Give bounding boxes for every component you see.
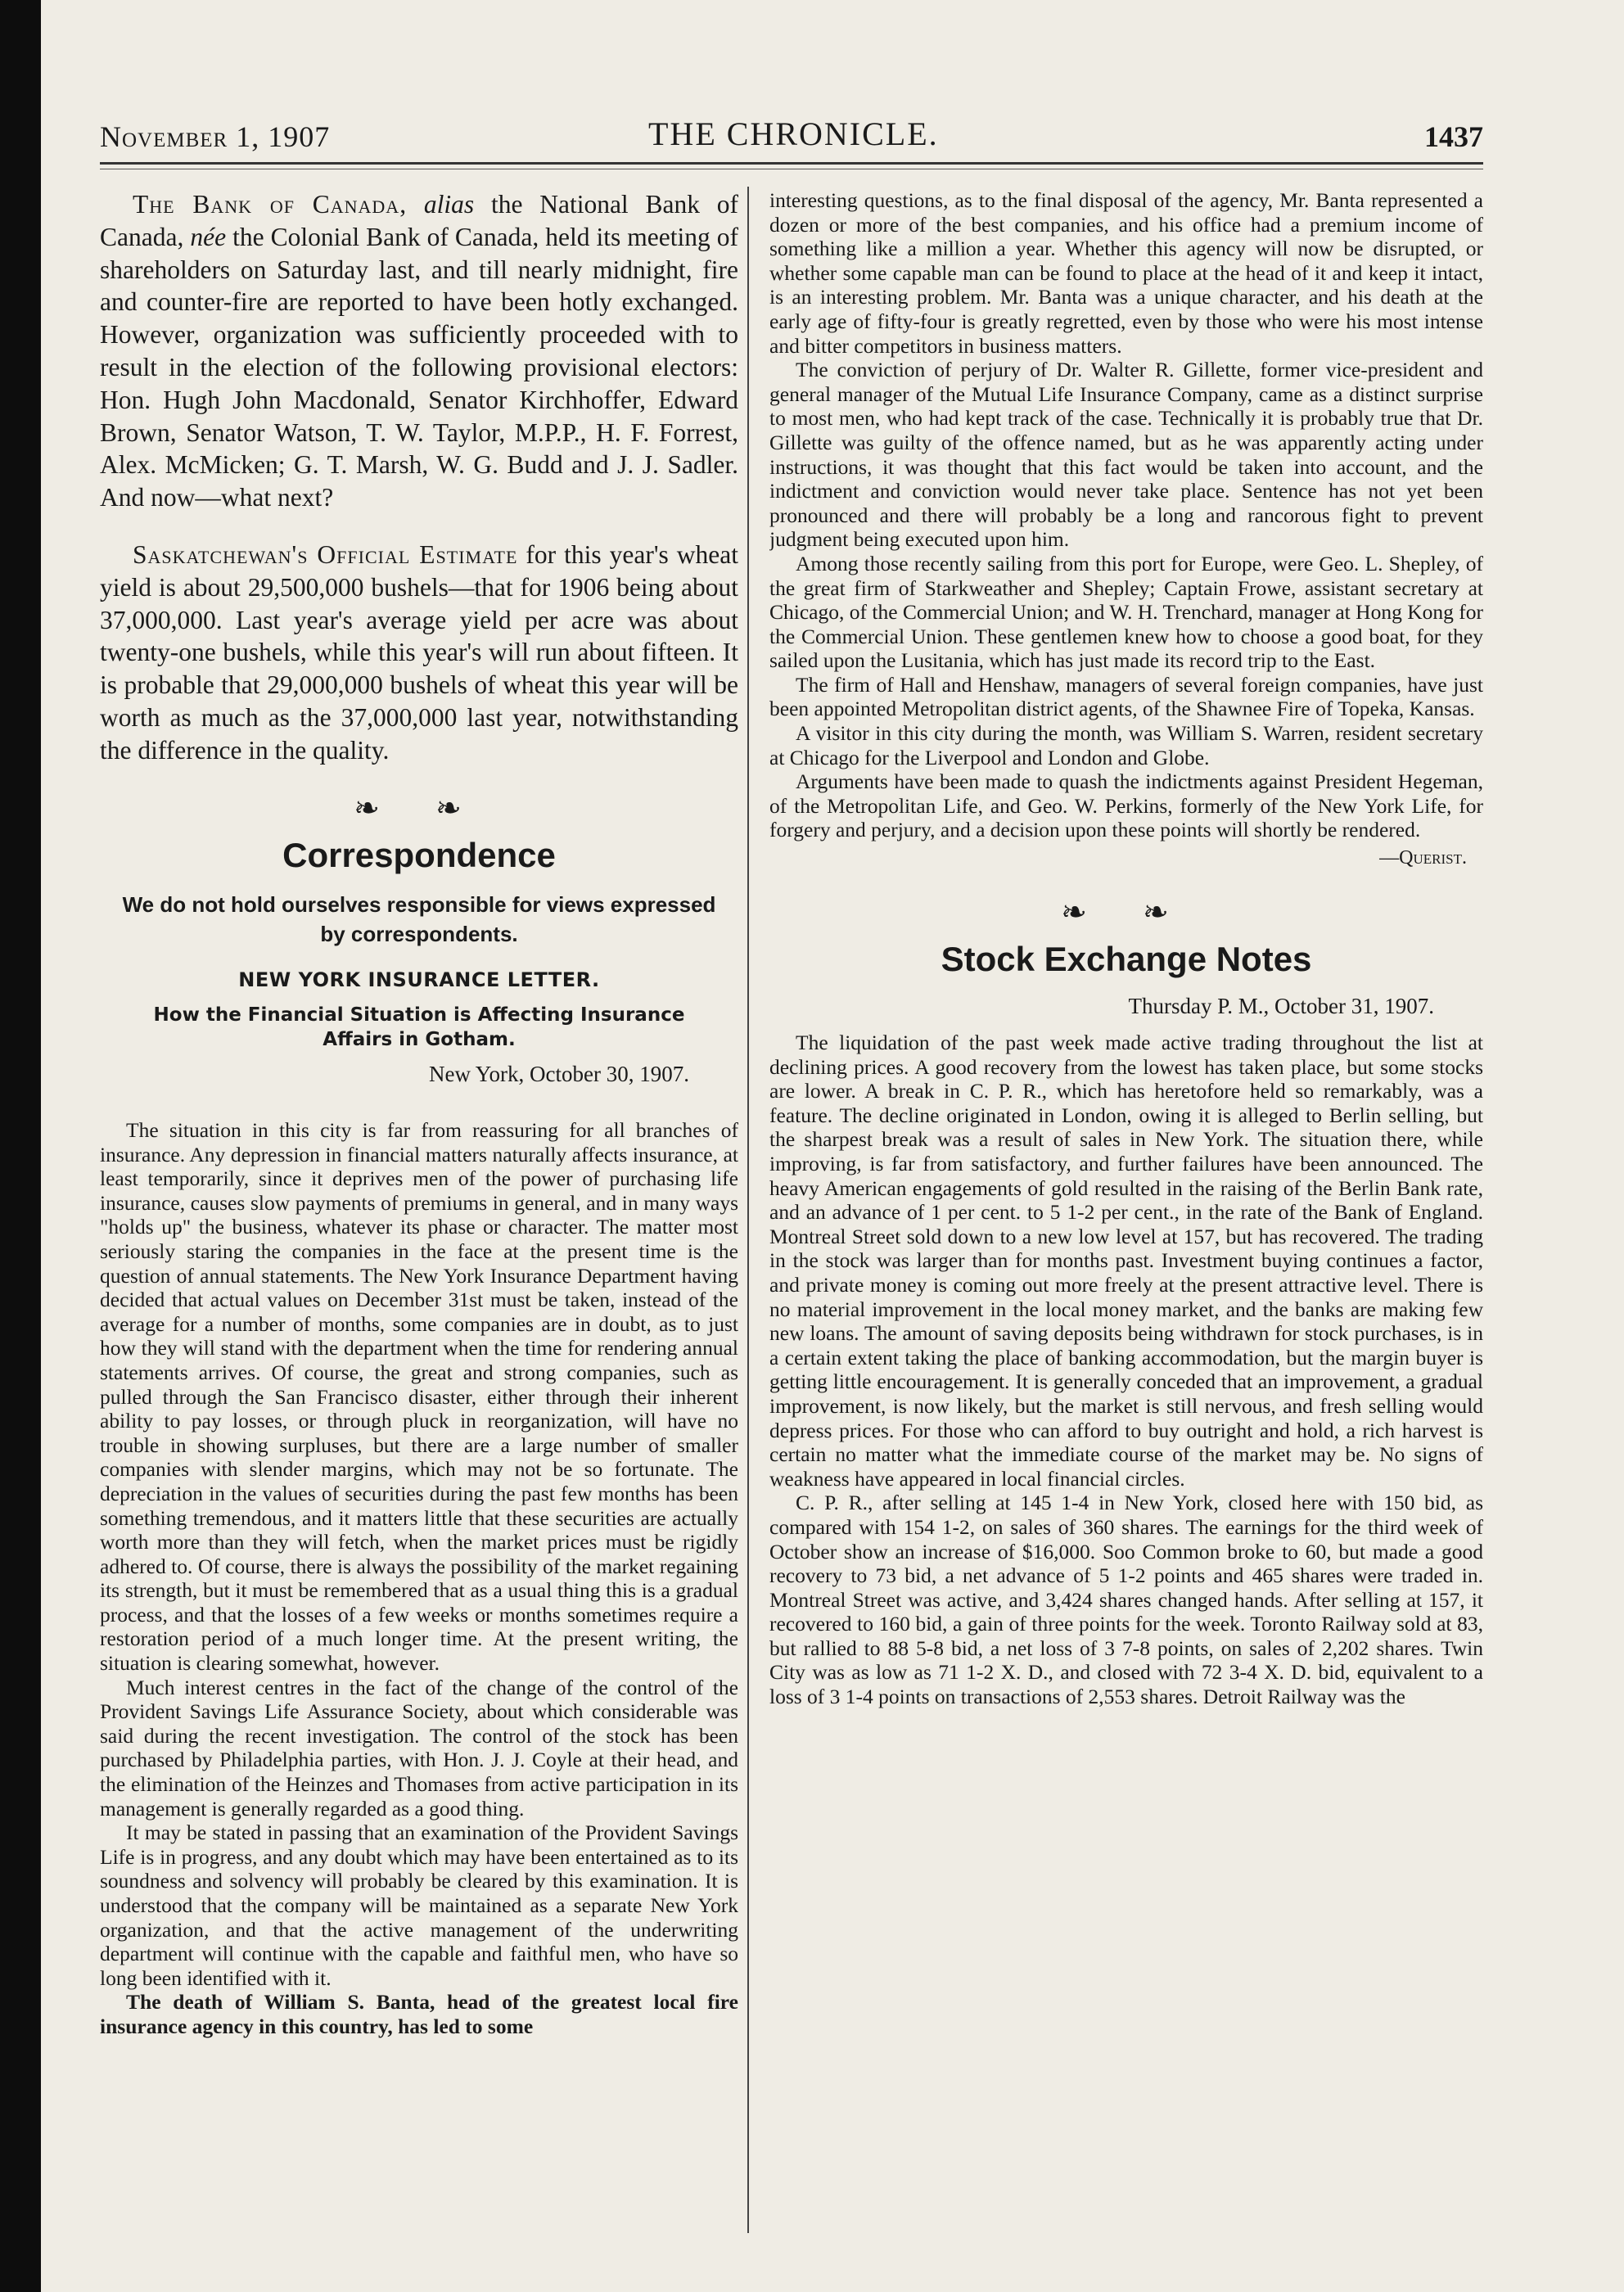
saskatchewan-paragraph [100,539,738,767]
stock-exchange-title: Stock Exchange Notes [941,940,1312,979]
column-divider [747,187,749,2233]
bank-text-1: the National Bank of Canada, [100,190,738,251]
sask-text: for this year's wheat yield is about 29,500,000 bushels—that for 1906 being about 37,000,000. Last year's average yield per acre was about twenty-one bushels, while this year's will run about fifteen. It is probable that 29,000,000 bushels of wheat this year will be worth as much as the 37,000,000 last year, notwithstanding the difference in the quality. [100,539,738,765]
disclaimer-line-2: by correspondents. [320,921,518,946]
bank-text-2: the Colonial Bank of Canada, held its meeting of shareholders on Saturday last, and till nearly midnight, fire and counter-fire are reported to have been hotly exchanged. However, organization was sufficiently proceeded with to result in the election of the following provisional electors: Hon. Hugh John Macdonald, Senator Kirchhoffer, Edward Brown, Senator Watson, T. W. Taylor, M.P.P., H. F. Forrest, Alex. McMicken; G. T. Marsh, W. G. Budd and J. J. Sadler. And now—what next? [100,222,738,512]
publication-title: THE CHRONICLE. [648,115,939,152]
letter-paragraph: interesting questions, as to the final disposal of the agency, Mr. Banta represented a dozen or more of the best companies, and his office had a premium income of something like a million a year. Whether this agency will now be disrupted, or whether some capable man can be found to place at the head of it and keep it intact, is an interesting problem. Mr. Banta was a unique character, and his death at the early age of fifty-four is greatly regretted, even by those who were his most intense and bitter competitors in business matters. [769,188,1483,358]
letter-paragraph: It may be stated in passing that an examination of the Provident Savings Life is in progress, and any doubt which may have been entertained as to its soundness and solvency will probably be cleared by this examination. It is understood that the company will be maintained as a separate New York organization, and that the active management of the underwriting department will continue with the capable and faithful men, who have so long been identified with it. [100,1821,738,1990]
page-header [100,115,1483,156]
right-column [769,188,1483,1709]
left-column-letter [100,1118,738,2039]
letter-paragraph: Among those recently sailing from this port for Europe, were Geo. L. Shepley, of the great firm of Starkweather and Shepley; Captain Frowe, assistant secretary at Chicago, of the Commercial Union; and W. H. Trenchard, manager at Hong Kong for the Commercial Union. These gentlemen knew how to choose a good boat, for they sailed upon the Lusitania, which has just made its record trip to the East. [769,551,1483,673]
letter-paragraph: The situation in this city is far from reassuring for all branches of insurance. Any depression in financial matters naturally affects insurance, at least temporarily, since it deprives men of the power of purchasing life insurance, causes slow payments of premiums in general, and in many ways "holds up" the business, whatever its phase or character. The matter most seriously staring the companies in the face at the present time is the question of annual statements. The New York Insurance Department having decided that actual values on December 31st must be taken, instead of the average for a number of months, some companies are in doubt, as to just how they will stand with the department when the time for rendering annual statements arrives. Of course, the great and strong companies, such as pulled through the San Francisco disaster, either through their inherent ability to pay losses, or through pluck in reorganization, will have no trouble in showing surpluses, but there are a large number of smaller companies with slender margins, which may not be so fortunate. The depreciation in the values of securities during the past few months has been something tremendous, and it matters little that these securities are actually worth more than they will fetch, when the market prices must be rigidly adhered to. Of course, there is always the possibility of the market regaining its strength, but it must be remembered that as a usual thing this is a gradual process, and that the losses of a few weeks or months sometimes require a restoration period of a much longer time. At the present writing, the situation is clearing somewhat, however. [100,1118,738,1676]
bank-lead: The Bank of Canada, [133,190,408,219]
letter-paragraph: A visitor in this city during the month, was William S. Warren, resident secretary at Chicago for the Liverpool and London and Globe. [769,721,1483,769]
letter-signature: —Querist. [1379,847,1467,869]
letter-title: NEW YORK INSURANCE LETTER. [238,968,600,991]
bank-of-canada-paragraph [100,188,738,514]
letter-subtitle-1: How the Financial Situation is Affecting Insurance [153,1004,685,1026]
left-column-top [100,188,738,1099]
ornament-left: ❧ ❧ [354,789,485,826]
letter-paragraph: Arguments have been made to quash the indictments against President Hegeman, of the Metropolitan Life, and Geo. W. Perkins, formerly of the New York Life, for forgery and perjury, and a decision upon these points will shortly be rendered. [769,769,1483,842]
nee-word: née [190,222,227,251]
stock-dateline: Thursday P. M., October 31, 1907. [1128,994,1434,1019]
alias-word: alias [423,190,475,219]
letter-paragraph: Much interest centres in the fact of the change of the control of the Provident Savings Life Assurance Society, about which considerable was said during the recent investigation. The control of the stock has been purchased by Philadelphia parties, with Hon. J. J. Coyle at their head, and the elimination of the Heinzes and Thomases from active participation in its management is generally regarded as a good thing. [100,1675,738,1821]
header-rule [100,162,1483,165]
stock-paragraph: The liquidation of the past week made active trading throughout the list at declining prices. A good recovery from the lowest has taken place, but some stocks are lower. A break in C. P. R., which has heretofore held so remarkably, was a feature. The decline originated in London, owing it is alleged to Berlin selling, but the sharpest break was a result of sales in New York. The situation there, while improving, is far from satisfactory, and further failures have been announced. The heavy American engagements of gold resulted in the raising of the Berlin Bank rate, and an advance of 1 per cent. to 5 1-2 per cent., in the rate of the Bank of England. Montreal Street sold down to a new low level at 157, but has recovered. The trading in the stock was larger than for months past. Investment buying continues a factor, and private money is coming out more freely at the present attractive level. There is no material improvement in the local money market, and the banks are making few new loans. The amount of saving deposits being withdrawn for stock purchases, is in a certain extent taking the place of banking accommodation, but the margin buyer is getting little encouragement. It is generally conceded that an improvement, a gradual improvement, is now likely, but the market is still nervous, and fresh selling would depress prices. For those who can afford to buy outright and hold, a rich harvest is certain no matter what the immediate course of the market may be. No signs of weakness have appeared in local financial circles. [769,1031,1483,1491]
letter-paragraph: The conviction of perjury of Dr. Walter R. Gillette, former vice-president and general manager of the Mutual Life Insurance Company, came as a distinct surprise to most men, who had kept track of the case. Technically it is probably true that Dr. Gillette was guilty of the offence named, but as he was apparently acting under instructions, it was thought that this fact would be taken into account, and the indictment and conviction would never take place. Sentence has not yet been pronounced and there will probably be a long and rancorous fight to prevent judgment being executed upon him. [769,358,1483,552]
ornament-right: ❧ ❧ [1061,894,1192,931]
disclaimer-line-1: We do not hold ourselves responsible for views expressed [122,891,716,917]
header-date: November 1, 1907 [100,120,331,153]
page-number: 1437 [1424,120,1483,153]
letter-dateline: New York, October 30, 1907. [429,1061,689,1086]
letter-paragraph: The death of William S. Banta, head of the greatest local fire insurance agency in this country, has led to some [100,1990,738,2038]
correspondence-title: Correspondence [282,835,556,874]
sask-lead: Saskatchewan's Official Estimate [133,539,518,569]
newspaper-page [41,0,1624,2292]
stock-paragraph: C. P. R., after selling at 145 1-4 in New York, closed here with 150 bid, as compared with 154 1-2, on sales of 360 shares. The earnings for the third week of October show an increase of $16,000. Soo Common broke to 60, but made a good recovery to 73 bid, a net advance of 5 1-2 points and 465 shares were traded in. Montreal Street was active, and 3,424 shares changed hands. After selling at 157, it recovered to 160 bid, a gain of three points for the week. Toronto Railway sold at 83, but rallied to 88 5-8 bid, a net loss of 3 7-8 points, on sales of 2,202 shares. Twin City was as low as 71 1-2 X. D., and closed with 72 3-4 X. D. bid, equivalent to a loss of 3 1-4 points on transactions of 2,553 shares. Detroit Railway was the [769,1491,1483,1709]
letter-subtitle-2: Affairs in Gotham. [323,1028,516,1050]
letter-paragraph: The firm of Hall and Henshaw, managers of several foreign companies, have just been appointed Metropolitan district agents, of the Shawnee Fire of Topeka, Kansas. [769,672,1483,721]
